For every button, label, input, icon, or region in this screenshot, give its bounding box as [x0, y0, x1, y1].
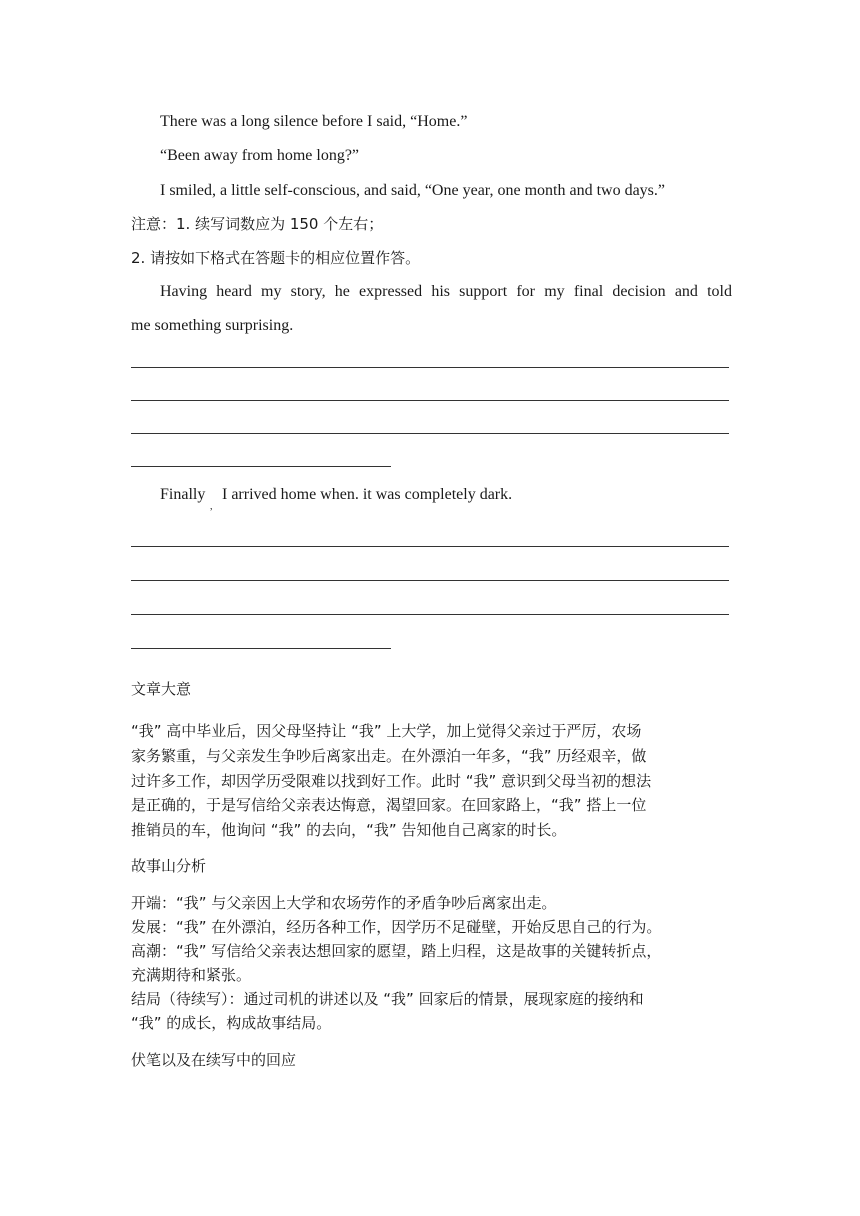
summary-line: 是正确的，于是写信给父亲表达悔意，渴望回家。在回家路上，“我” 搭上一位: [131, 796, 647, 814]
analysis-line: 结局（待续写）：通过司机的讲述以及 “我” 回家后的情景，展现家庭的接纳和: [131, 990, 644, 1008]
answer-line: [131, 546, 729, 547]
summary-heading: 文章大意: [131, 680, 192, 698]
story-line-3: I smiled, a little self-conscious, and said, “One year, one month and two days.”: [160, 182, 665, 199]
summary-line: 推销员的车，他询问 “我” 的去向，“我” 告知他自己离家的时长。: [131, 821, 567, 839]
note-format: 2. 请按如下格式在答题卡的相应位置作答。: [131, 249, 421, 267]
para1-opening-line-1: Having heard my story, he expressed his support for my final decision and told: [160, 283, 732, 300]
analysis-line: 充满期待和紧张。: [131, 966, 252, 984]
story-line-1: There was a long silence before I said, “Home.”: [160, 113, 468, 130]
summary-line: “我” 高中毕业后，因父母坚持让 “我” 上大学，加上觉得父亲过于严厉，农场: [131, 722, 642, 740]
answer-line: [131, 400, 729, 401]
answer-line: [131, 580, 729, 581]
answer-line: [131, 367, 729, 368]
answer-line: [131, 433, 729, 434]
answer-line: [131, 614, 729, 615]
story-line-2: “Been away from home long?”: [160, 147, 360, 164]
para2-comma: ,: [210, 501, 213, 512]
para2-opening-word: Finally: [160, 486, 206, 503]
analysis-line: “我” 的成长，构成故事结局。: [131, 1014, 332, 1032]
analysis-line: 发展：“我” 在外漂泊，经历各种工作，因学历不足碰壁，开始反思自己的行为。: [131, 918, 662, 936]
foreshadow-heading: 伏笔以及在续写中的回应: [131, 1051, 297, 1069]
para2-opening-rest: I arrived home when. it was completely dark.: [222, 486, 513, 503]
analysis-line: 高潮：“我” 写信给父亲表达想回家的愿望，踏上归程，这是故事的关键转折点，: [131, 942, 662, 960]
summary-line: 家务繁重，与父亲发生争吵后离家出走。在外漂泊一年多，“我” 历经艰辛，做: [131, 747, 647, 765]
analysis-heading: 故事山分析: [131, 857, 207, 875]
note-word-count: 注意：1. 续写词数应为 150 个左右；: [131, 215, 384, 233]
summary-line: 过许多工作，却因学历受限难以找到好工作。此时 “我” 意识到父母当初的想法: [131, 772, 652, 790]
answer-line: [131, 466, 391, 467]
answer-line: [131, 648, 391, 649]
analysis-line: 开端：“我” 与父亲因上大学和农场劳作的矛盾争吵后离家出走。: [131, 894, 557, 912]
para1-opening-line-2: me something surprising.: [131, 317, 294, 334]
